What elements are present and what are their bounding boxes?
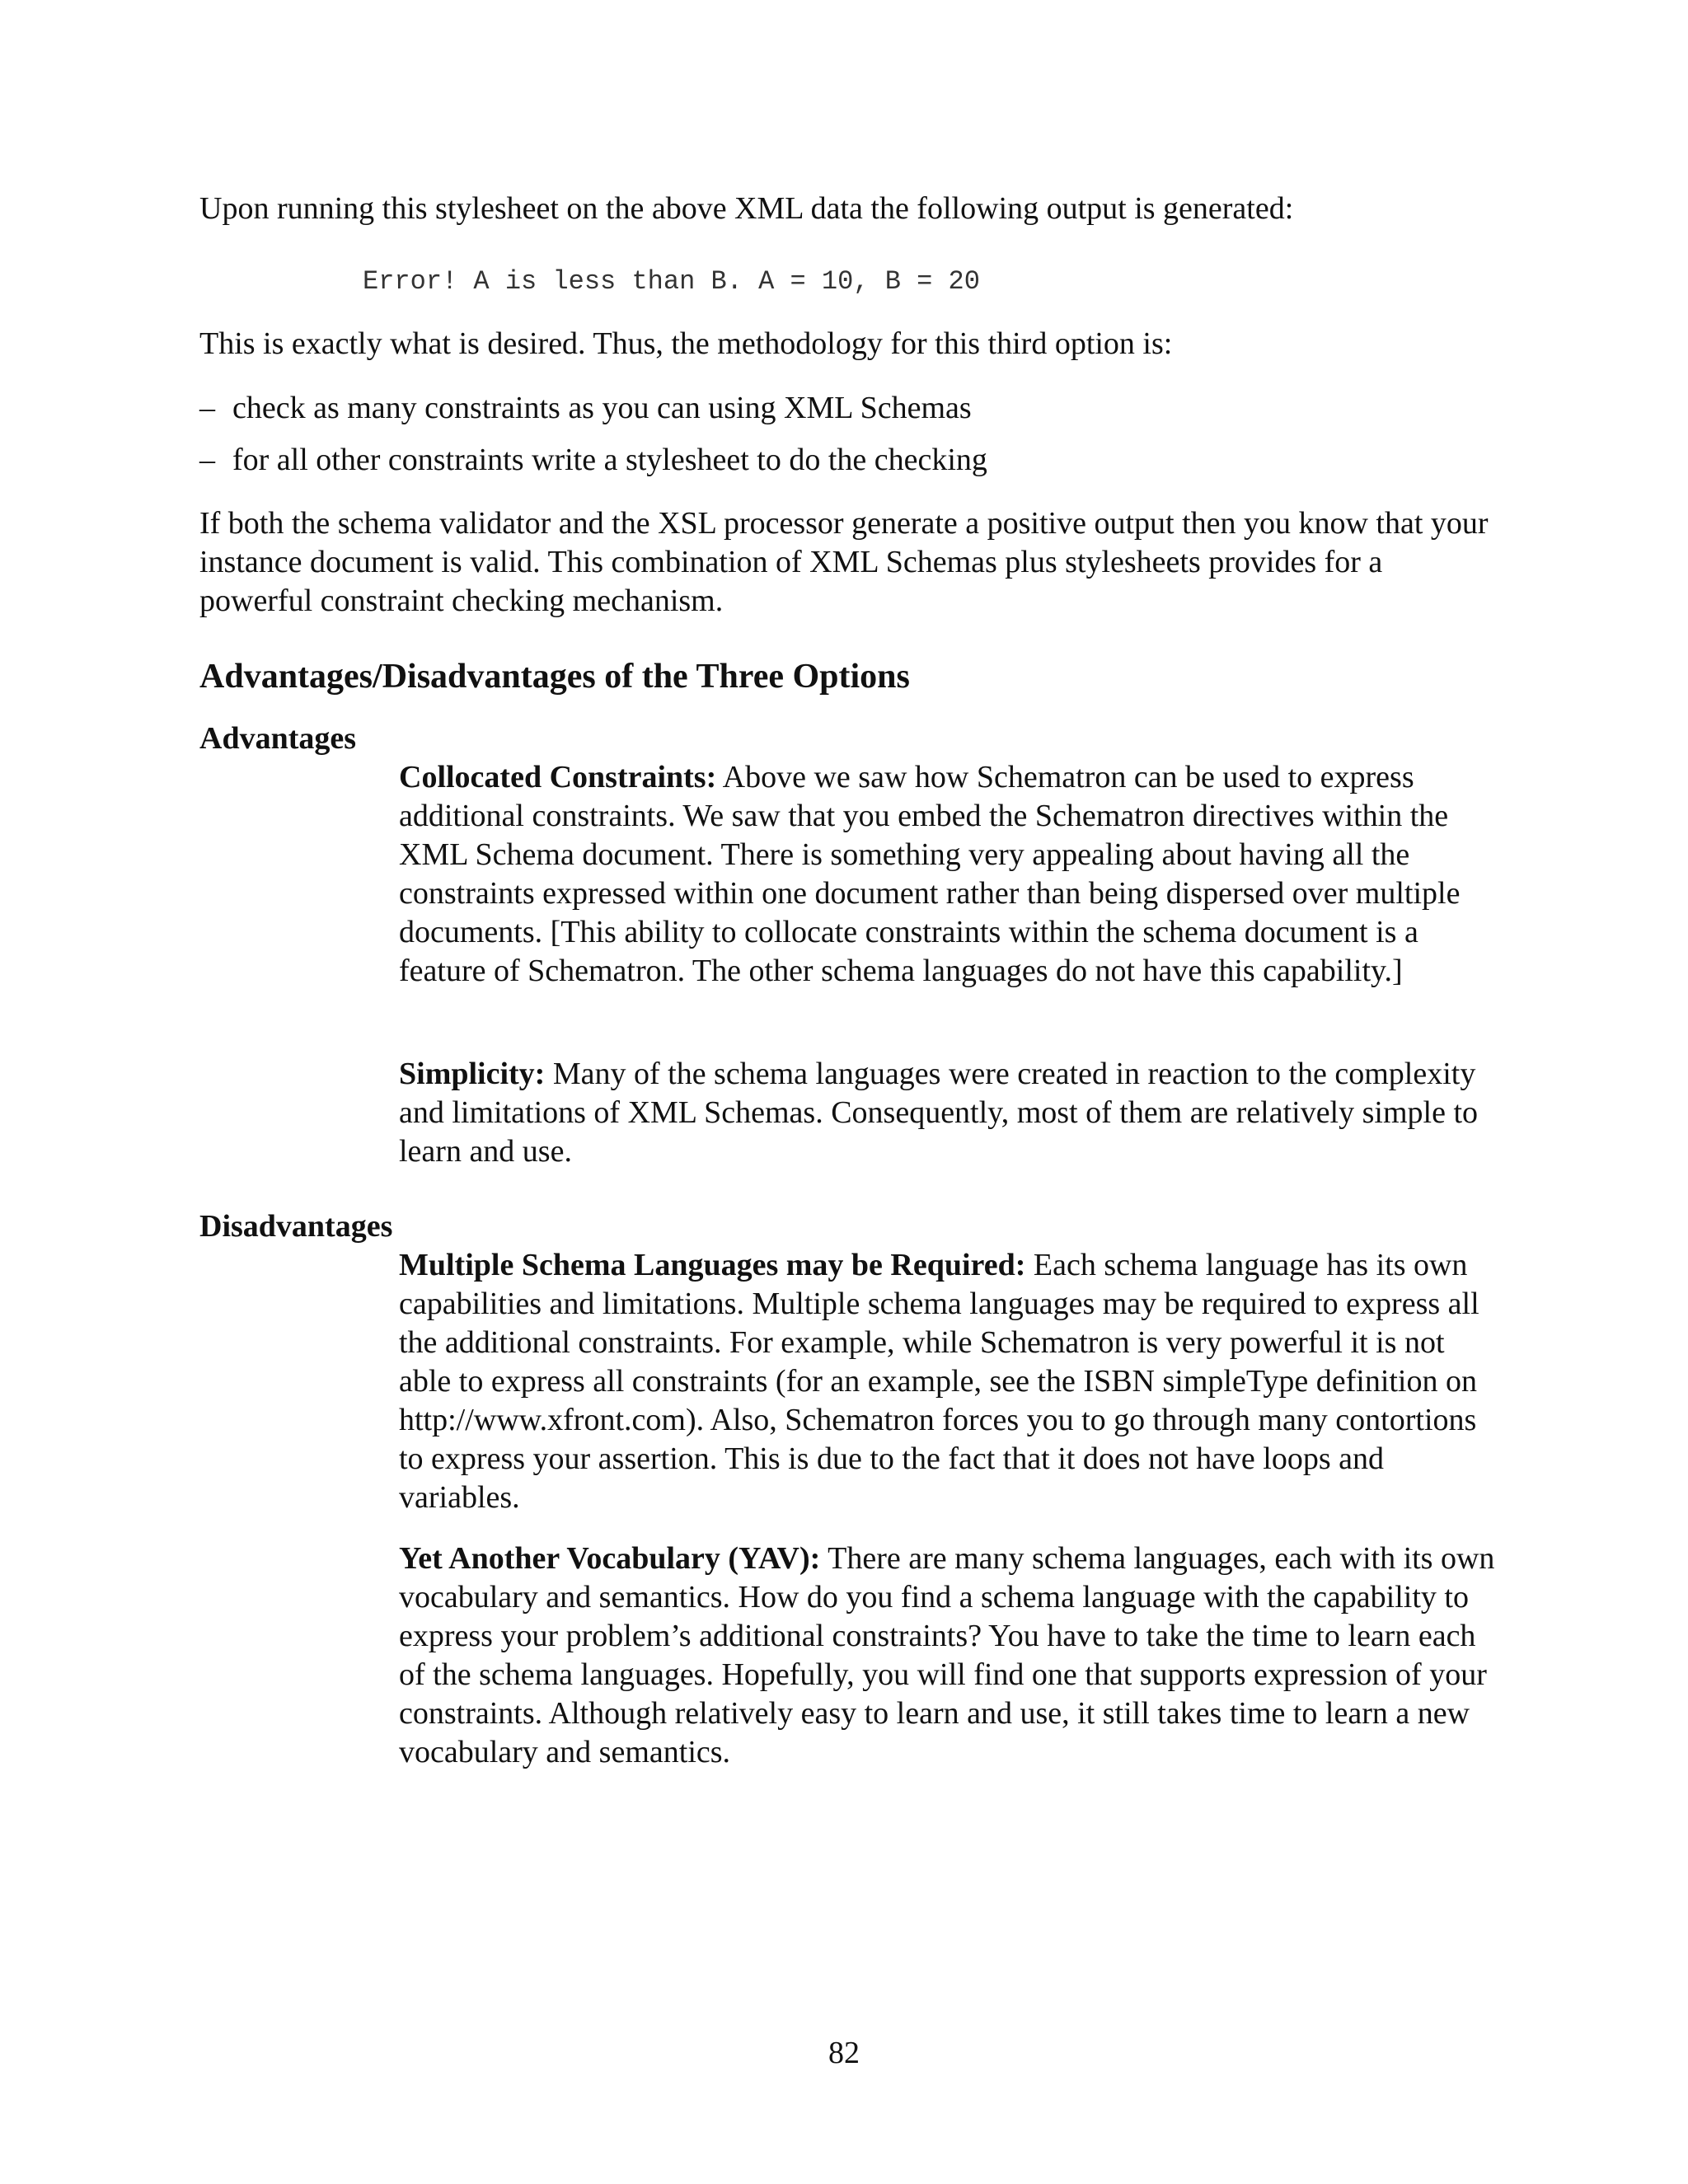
dash-bullet: – [199, 391, 215, 425]
list-item [199, 389, 972, 428]
intro-paragraph: Upon running this stylesheet on the above XML data the following output is generated: [199, 191, 1294, 226]
advantage-item [399, 758, 1495, 991]
disadvantage-term: Multiple Schema Languages may be Required: [399, 1248, 1026, 1282]
advantage-term: Collocated Constraints: [399, 760, 717, 794]
advantage-item [399, 1055, 1495, 1171]
section-heading: Advantages/Disadvantages of the Three Options [199, 658, 910, 696]
disadvantage-item [399, 1540, 1495, 1772]
list-item-text: check as many constraints as you can using XML Schemas [232, 391, 972, 425]
dash-bullet: – [199, 443, 215, 477]
list-item [199, 441, 987, 480]
disadvantage-item [399, 1246, 1495, 1517]
disadvantage-text: There are many schema languages, each with its own vocabulary and semantics. How do you find a schema language with the capability to express your problem’s additional constraints? You have to take the time to learn each of the schema languages. Hopefully, you will find one that supports expression of your constraints. Although relatively easy to learn and use, it still takes time to learn a new vocabulary and semantics. [399, 1541, 1495, 1769]
disadvantage-term: Yet Another Vocabulary (YAV): [399, 1541, 821, 1576]
disadvantage-text: Each schema language has its own capabilities and limitations. Multiple schema languages may be required to express all the additional constraints. For example, while Schematron is very powerful it is not able to express all constraints (for an example, see the ISBN simpleType definition on http://www.xfront.com). Also, Schematron forces you to go through many contortions to express your assertion. This is due to the fact that it does not have loops and variables. [399, 1248, 1479, 1515]
advantage-term: Simplicity: [399, 1057, 546, 1091]
advantages-heading: Advantages [199, 721, 357, 756]
advantage-text: Above we saw how Schematron can be used to express additional constraints. We saw that you embed the Schematron directives within the XML Schema document. There is something very appealing about having all the constraints expressed within one document rather than being dispersed over multiple documents. [This ability to collocate constraints within the schema document is a feature of Schematron. The other schema languages do not have this capability.] [399, 760, 1461, 988]
code-output: Error! A is less than B. A = 10, B = 20 [363, 266, 980, 297]
methodology-paragraph: This is exactly what is desired. Thus, the methodology for this third option is: [199, 326, 1173, 361]
conclusion-paragraph: If both the schema validator and the XSL processor generate a positive output then you know that your instance document is valid. This combination of XML Schemas plus stylesheets provides for a powerful constraint checking mechanism. [199, 506, 1489, 618]
list-item-text: for all other constraints write a stylesheet to do the checking [232, 443, 987, 477]
advantage-text: Many of the schema languages were created in reaction to the complexity and limitations of XML Schemas. Consequently, most of them are relatively simple to learn and use. [399, 1057, 1478, 1169]
page-number: 82 [828, 2036, 860, 2070]
disadvantages-heading: Disadvantages [199, 1209, 393, 1244]
